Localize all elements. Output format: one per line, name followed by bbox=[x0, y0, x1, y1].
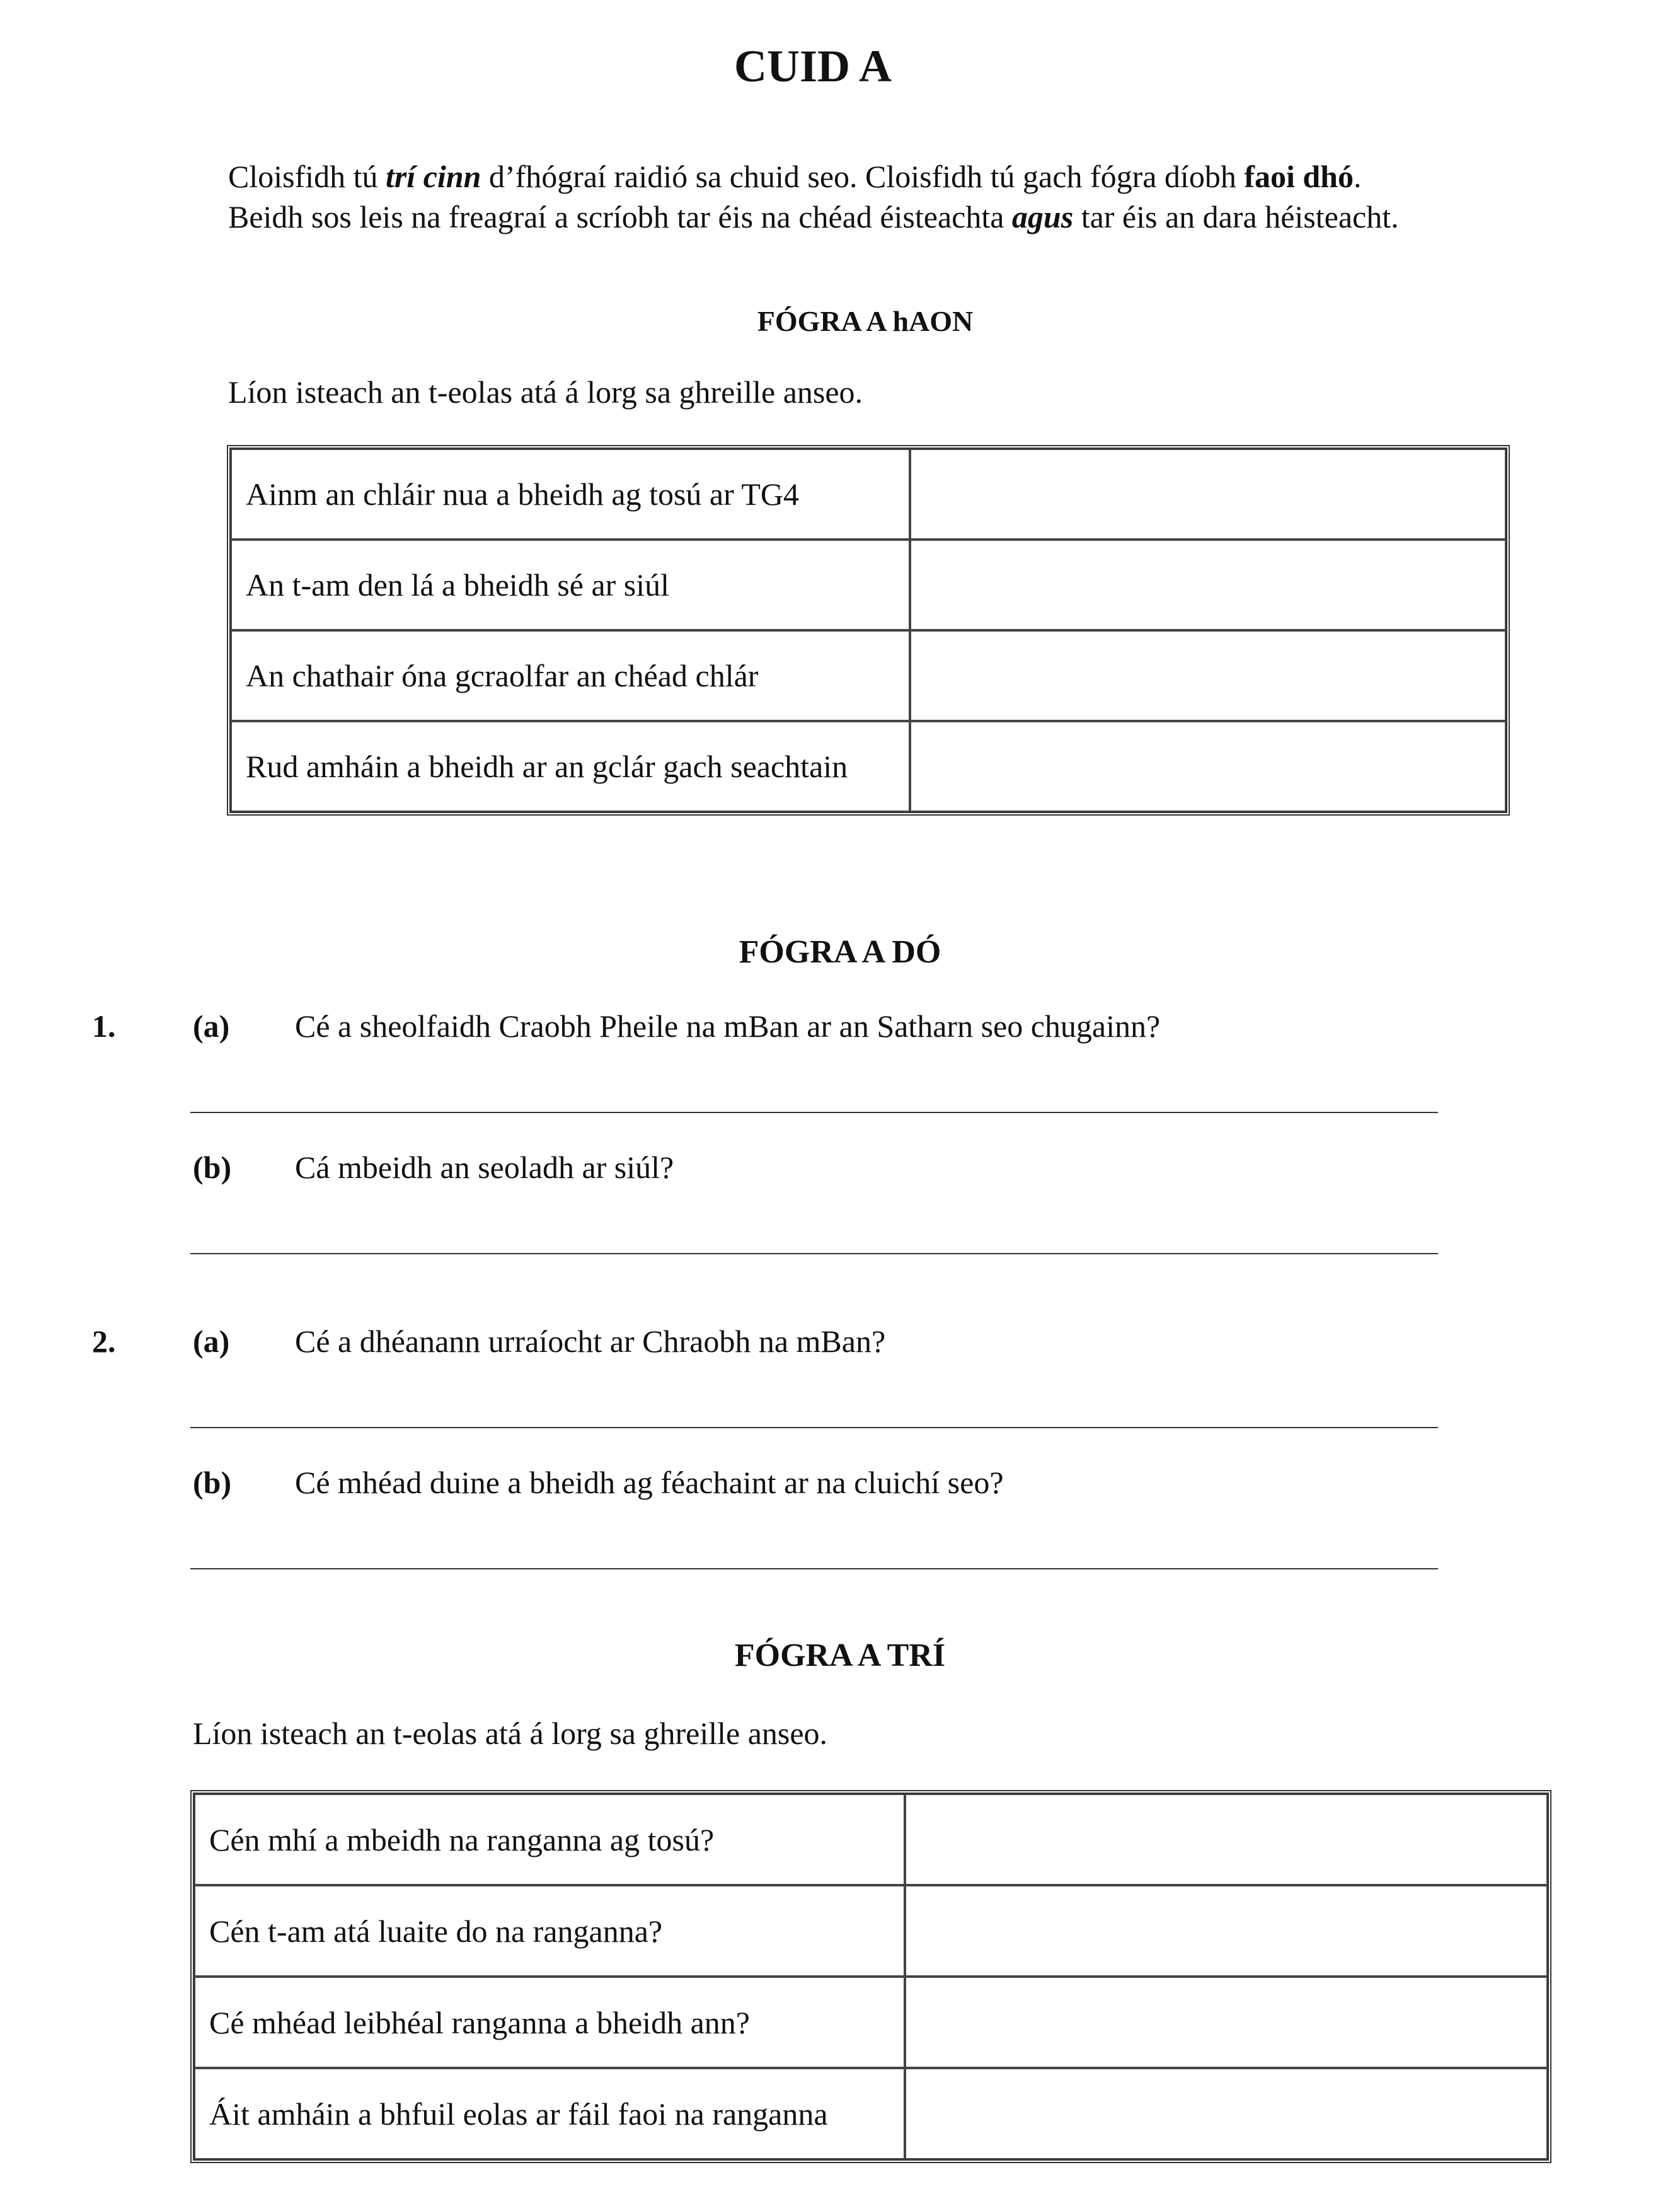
grid-row bbox=[231, 630, 1506, 721]
answer-line-1a[interactable] bbox=[190, 1112, 1438, 1113]
intro-line-2 bbox=[228, 197, 1551, 237]
grid-row bbox=[231, 540, 1506, 630]
intro-line-2-text-b: tar éis an dara héisteacht. bbox=[1073, 199, 1399, 234]
section-three-grid bbox=[190, 1790, 1551, 2163]
grid-answer-cell[interactable] bbox=[910, 721, 1506, 812]
grid-row bbox=[194, 1794, 1548, 1885]
question-2b-text: Cé mhéad duine a bheidh ag féachaint ar na cluichí seo? bbox=[295, 1465, 1004, 1500]
section-two-heading: FÓGRA A DÓ bbox=[739, 934, 941, 970]
question-1b-text: Cá mbeidh an seoladh ar siúl? bbox=[295, 1150, 674, 1185]
intro-emphasis-agus: agus bbox=[1011, 199, 1074, 234]
section-one-grid bbox=[227, 445, 1510, 816]
grid-answer-cell[interactable] bbox=[905, 1977, 1548, 2068]
grid-row bbox=[231, 721, 1506, 812]
grid-question-cell: Cé mhéad leibhéal ranganna a bheidh ann? bbox=[194, 1977, 905, 2068]
grid-row bbox=[194, 2068, 1548, 2159]
question-2a-label: (a) bbox=[193, 1324, 230, 1359]
section-three-heading: FÓGRA A TRÍ bbox=[734, 1637, 946, 1673]
grid-question-cell: Rud amháin a bheidh ar an gclár gach seachtain bbox=[231, 721, 910, 812]
grid-answer-cell[interactable] bbox=[910, 540, 1506, 630]
grid-question-cell: An t-am den lá a bheidh sé ar siúl bbox=[231, 540, 910, 630]
grid-row bbox=[194, 1977, 1548, 2068]
intro-line-1-text-c: . bbox=[1354, 159, 1362, 194]
grid-answer-cell[interactable] bbox=[905, 2068, 1548, 2159]
intro-line-1 bbox=[228, 156, 1551, 197]
question-2b-label: (b) bbox=[193, 1465, 232, 1500]
grid-question-cell: Cén t-am atá luaite do na ranganna? bbox=[194, 1885, 905, 1977]
intro-line-2-text-a: Beidh sos leis na freagraí a scríobh tar éis na chéad éisteachta bbox=[228, 199, 1012, 234]
intro-line-1-text-b: d’fhógraí raidió sa chuid seo. Cloisfidh tú gach fógra díobh bbox=[481, 159, 1245, 194]
intro-paragraph bbox=[228, 156, 1551, 237]
grid-row bbox=[231, 449, 1506, 540]
answer-line-2a[interactable] bbox=[190, 1427, 1438, 1428]
section-one-instruction: Líon isteach an t-eolas atá á lorg sa ghreille anseo. bbox=[228, 374, 863, 410]
question-2-number: 2. bbox=[92, 1324, 116, 1359]
question-1a-text: Cé a sheolfaidh Craobh Pheile na mBan ar an Satharn seo chugainn? bbox=[295, 1008, 1161, 1044]
section-one-heading: FÓGRA A hAON bbox=[757, 305, 974, 337]
grid-question-cell: An chathair óna gcraolfar an chéad chlár bbox=[231, 630, 910, 721]
answer-line-2b[interactable] bbox=[190, 1568, 1438, 1569]
grid-answer-cell[interactable] bbox=[910, 630, 1506, 721]
page-title: CUID A bbox=[734, 41, 892, 91]
question-1-number: 1. bbox=[92, 1008, 116, 1044]
answer-line-1b[interactable] bbox=[190, 1253, 1438, 1254]
grid-answer-cell[interactable] bbox=[905, 1885, 1548, 1977]
grid-row bbox=[194, 1885, 1548, 1977]
intro-line-1-text-a: Cloisfidh tú bbox=[228, 159, 386, 194]
intro-emphasis-tri-cinn: trí cinn bbox=[386, 159, 481, 194]
grid-question-cell: Cén mhí a mbeidh na ranganna ag tosú? bbox=[194, 1794, 905, 1885]
section-three-instruction: Líon isteach an t-eolas atá á lorg sa ghreille anseo. bbox=[193, 1716, 828, 1751]
question-2a-text: Cé a dhéanann urraíocht ar Chraobh na mBan? bbox=[295, 1324, 886, 1359]
grid-question-cell: Áit amháin a bhfuil eolas ar fáil faoi na ranganna bbox=[194, 2068, 905, 2159]
intro-emphasis-faoi-dho: faoi dhó bbox=[1244, 159, 1354, 194]
grid-question-cell: Ainm an chláir nua a bheidh ag tosú ar TG4 bbox=[231, 449, 910, 540]
grid-answer-cell[interactable] bbox=[905, 1794, 1548, 1885]
question-1a-label: (a) bbox=[193, 1008, 230, 1044]
grid-answer-cell[interactable] bbox=[910, 449, 1506, 540]
question-1b-label: (b) bbox=[193, 1150, 232, 1185]
